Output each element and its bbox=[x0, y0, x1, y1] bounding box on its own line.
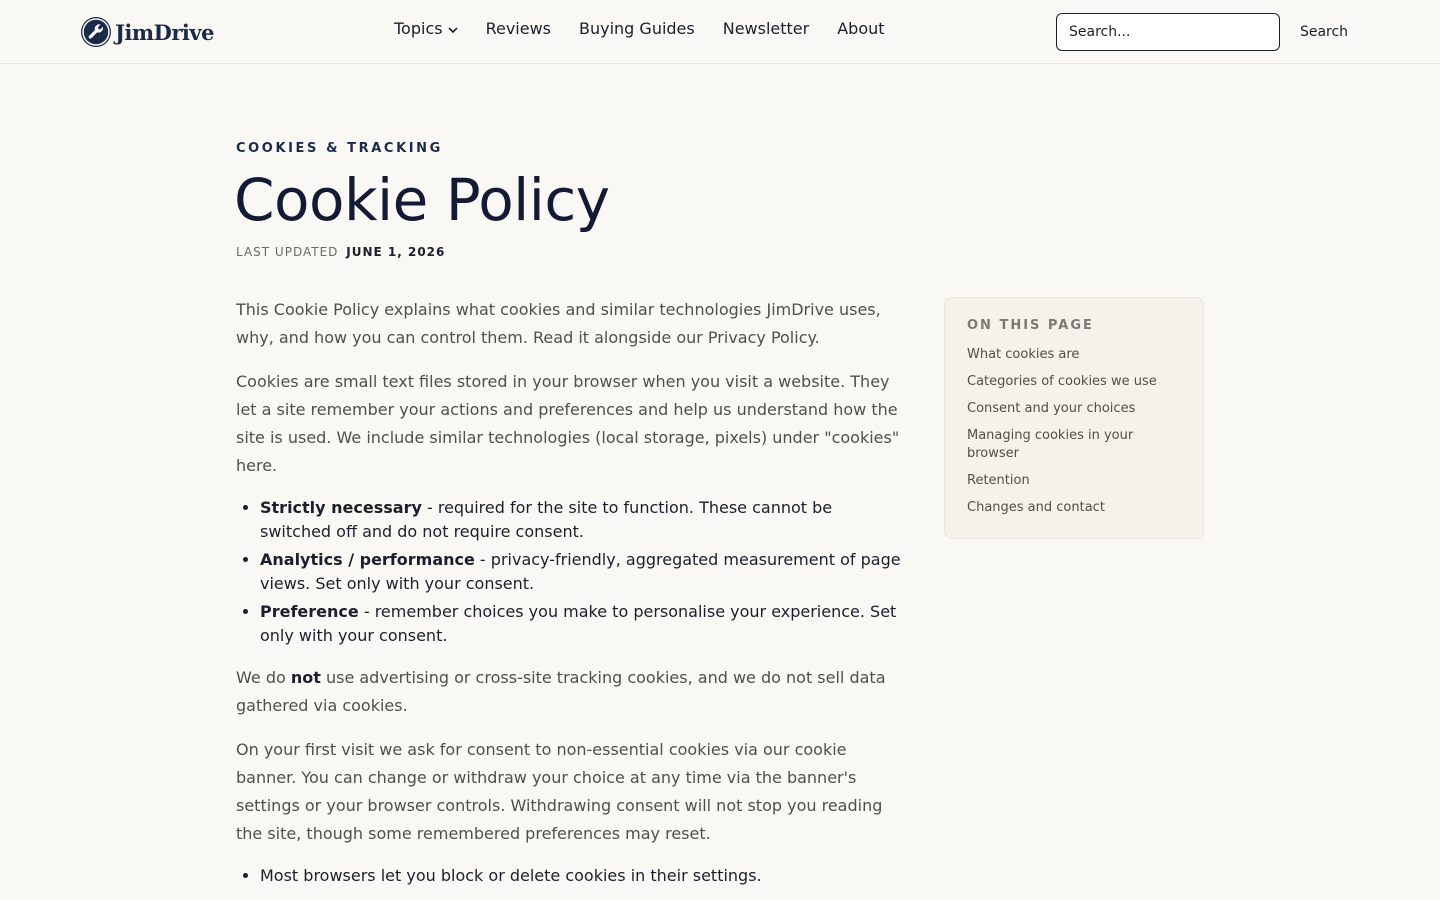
browser-controls-list bbox=[260, 864, 906, 888]
nav-newsletter[interactable]: Newsletter bbox=[722, 19, 810, 38]
what-cookies-paragraph: Cookies are small text files stored in your browser when you visit a website. They let a site remember your actions and preferences and help us understand how the site is used. We include similar technologies (local storage, pixels) under "cookies" here. bbox=[236, 372, 900, 475]
nav-topics-label: Topics bbox=[394, 19, 443, 38]
last-updated-date: JUNE 1, 2026 bbox=[346, 245, 446, 259]
search-button[interactable]: Search bbox=[1292, 13, 1356, 51]
consent-paragraph: On your first visit we ask for consent to non-essential cookies via our cookie banner. You can change or withdraw your choice at any time via the banner's settings or your browser controls. Withdrawing consent will not stop you reading the site, though some remembered preferences may reset. bbox=[236, 740, 883, 843]
search-input[interactable] bbox=[1056, 13, 1280, 51]
section-eyebrow: COOKIES & TRACKING bbox=[236, 141, 443, 156]
intro-paragraph: This Cookie Policy explains what cookies and similar technologies JimDrive uses, why, and how you can control them. Read it alongside our Privacy Policy. bbox=[236, 300, 881, 347]
table-of-contents bbox=[944, 297, 1204, 539]
category-desc: - required for the site to function. These cannot be switched off and do not require consent. bbox=[260, 498, 833, 541]
site-header bbox=[0, 0, 1440, 64]
list-item bbox=[260, 600, 906, 648]
toc-title: ON THIS PAGE bbox=[967, 318, 1094, 333]
toc-link-retention[interactable]: Retention bbox=[967, 473, 1030, 488]
no-ads-suffix: use advertising or cross-site tracking cookies, and we do not sell data gathered via cookies. bbox=[236, 668, 886, 715]
no-ads-paragraph bbox=[236, 664, 906, 720]
nav-buying-guides[interactable]: Buying Guides bbox=[579, 19, 695, 38]
category-name: Analytics / performance bbox=[260, 550, 475, 569]
policy-content bbox=[236, 296, 906, 900]
no-ads-emphasis: not bbox=[290, 668, 321, 687]
toc-link-categories[interactable]: Categories of cookies we use bbox=[967, 374, 1157, 389]
last-updated-label: LAST UPDATED bbox=[236, 245, 339, 259]
last-updated bbox=[236, 245, 445, 259]
category-name: Preference bbox=[260, 602, 359, 621]
site-logo[interactable] bbox=[81, 16, 214, 48]
page-title: Cookie Policy bbox=[234, 166, 610, 234]
category-desc: - remember choices you make to personalise your experience. Set only with your consent. bbox=[260, 602, 897, 645]
toc-link-changes-contact[interactable]: Changes and contact bbox=[967, 500, 1105, 515]
cookie-categories-list bbox=[260, 496, 906, 648]
nav-about[interactable]: About bbox=[837, 19, 885, 38]
list-item bbox=[260, 496, 906, 544]
toc-link-managing-cookies[interactable]: Managing cookies in your browser bbox=[967, 428, 1134, 461]
category-desc: - privacy-friendly, aggregated measurement of page views. Set only with your consent. bbox=[260, 550, 901, 593]
logo-text: JimDrive bbox=[115, 19, 214, 45]
nav-topics[interactable] bbox=[394, 19, 458, 38]
category-name: Strictly necessary bbox=[260, 498, 422, 517]
no-ads-prefix: We do bbox=[236, 668, 291, 687]
main-nav bbox=[394, 19, 913, 38]
nav-reviews[interactable]: Reviews bbox=[485, 19, 551, 38]
list-item bbox=[260, 548, 906, 596]
chevron-down-icon bbox=[448, 19, 458, 38]
toc-link-consent[interactable]: Consent and your choices bbox=[967, 401, 1136, 416]
toc-link-what-cookies[interactable]: What cookies are bbox=[967, 347, 1080, 362]
wrench-logo-icon bbox=[81, 17, 111, 47]
list-item: • Most browsers let you block or delete cookies in their settings. bbox=[260, 864, 906, 888]
